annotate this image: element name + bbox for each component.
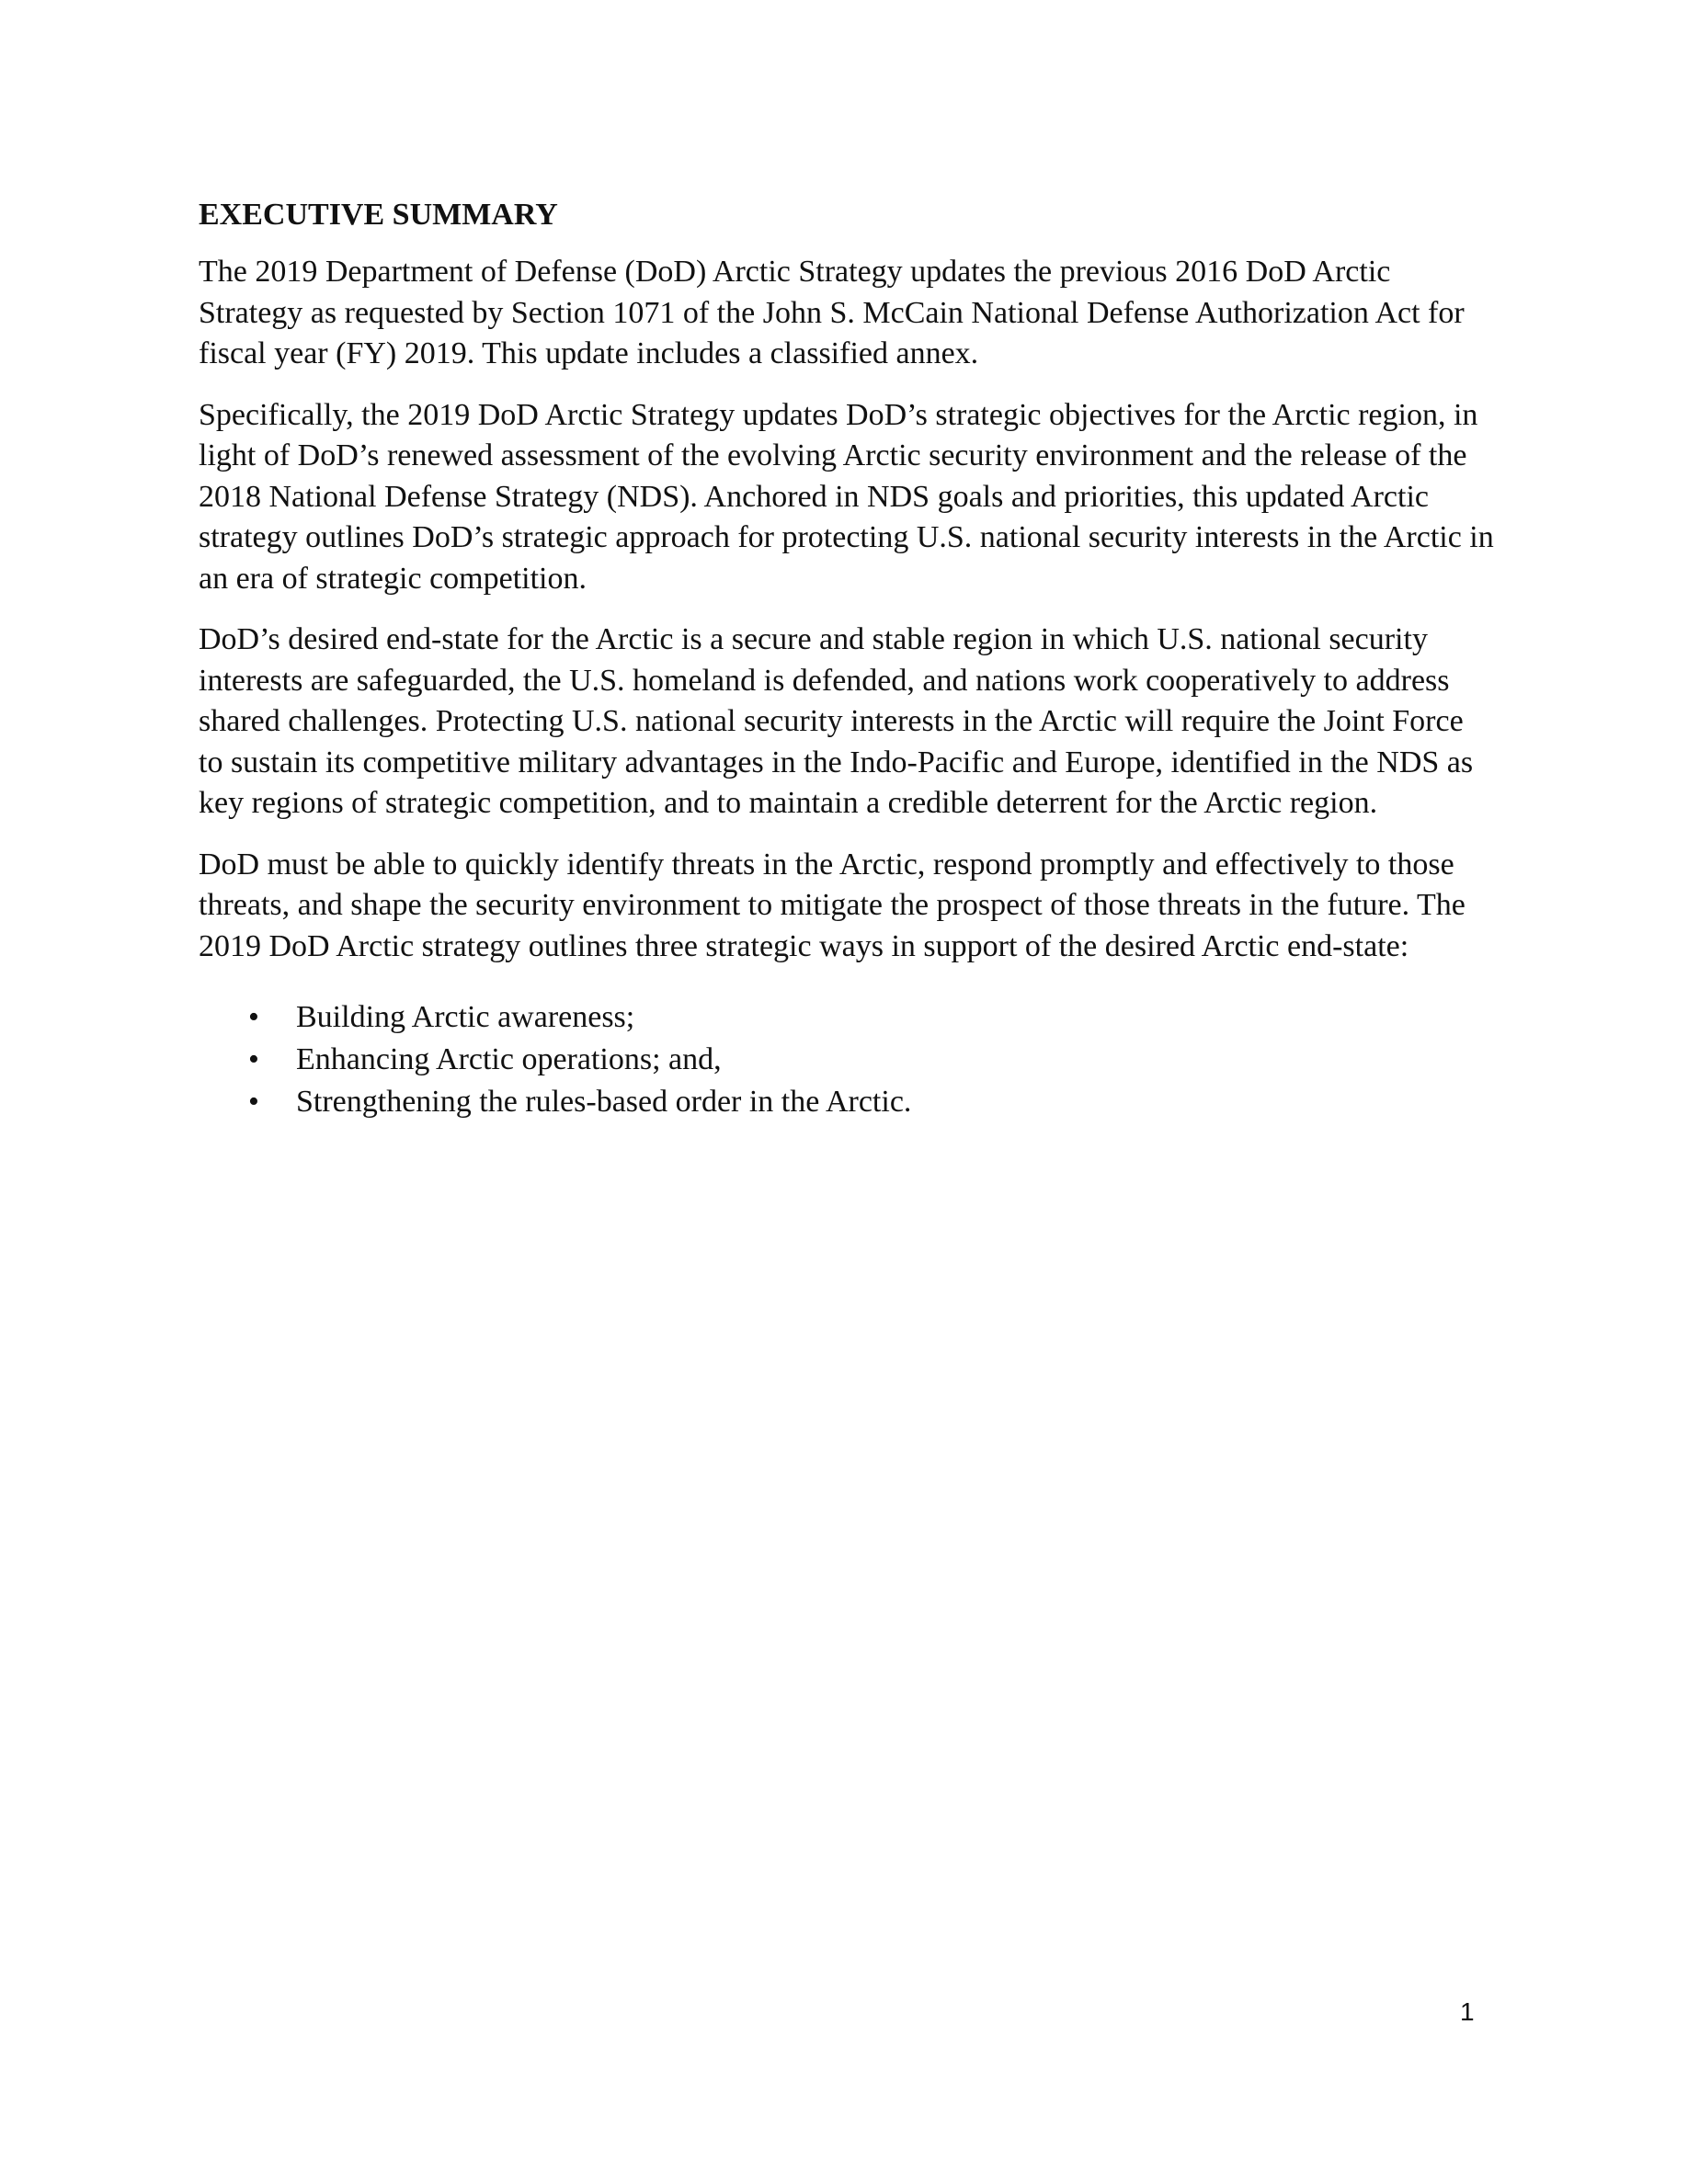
paragraph-intro: The 2019 Department of Defense (DoD) Arctic Strategy updates the previous 2016 DoD Arctic Strategy as requested by Section 1071 of the John S. McCain National Defense Authorization Act for fiscal year (FY) 2019. This update includes a classified annex. xyxy=(199,255,1465,370)
bullet-icon: • xyxy=(248,1042,259,1076)
page-content xyxy=(199,195,1495,1123)
bullet-icon: • xyxy=(248,1085,259,1119)
paragraph-strategic-ways: DoD must be able to quickly identify threats in the Arctic, respond promptly and effectively to those threats, and shape the security environment to mitigate the prospect of those threats in the future. The 2019 DoD Arctic strategy outlines three strategic ways in support of the desired Arctic end-state: xyxy=(199,847,1466,963)
list-item xyxy=(199,1081,1495,1123)
list-item-text: Strengthening the rules-based order in the Arctic. xyxy=(296,1085,912,1119)
section-heading: EXECUTIVE SUMMARY xyxy=(199,198,558,232)
strategic-ways-list xyxy=(199,996,1495,1123)
list-item-text: Enhancing Arctic operations; and, xyxy=(296,1042,722,1076)
paragraph-objectives: Specifically, the 2019 DoD Arctic Strategy updates DoD’s strategic objectives for the Arctic region, in light of DoD’s renewed assessment of the evolving Arctic security environment and the release of the 2018 National Defense Strategy (NDS). Anchored in NDS goals and priorities, this updated Arctic strategy outlines DoD’s strategic approach for protecting U.S. national security interests in the Arctic in an era of strategic competition. xyxy=(199,397,1494,596)
bullet-icon: • xyxy=(248,1000,259,1034)
paragraph-end-state: DoD’s desired end-state for the Arctic is a secure and stable region in which U.S. national security interests are safeguarded, the U.S. homeland is defended, and nations work cooperatively to address shared challenges. Protecting U.S. national security interests in the Arctic will require the Joint Force to sustain its competitive military advantages in the Indo-Pacific and Europe, identified in the NDS as key regions of strategic competition, and to maintain a credible deterrent for the Arctic region. xyxy=(199,622,1474,820)
list-item-text: Building Arctic awareness; xyxy=(296,1000,635,1034)
page-number: 1 xyxy=(1460,1997,1475,2026)
list-item xyxy=(199,1039,1495,1081)
list-item xyxy=(199,996,1495,1039)
